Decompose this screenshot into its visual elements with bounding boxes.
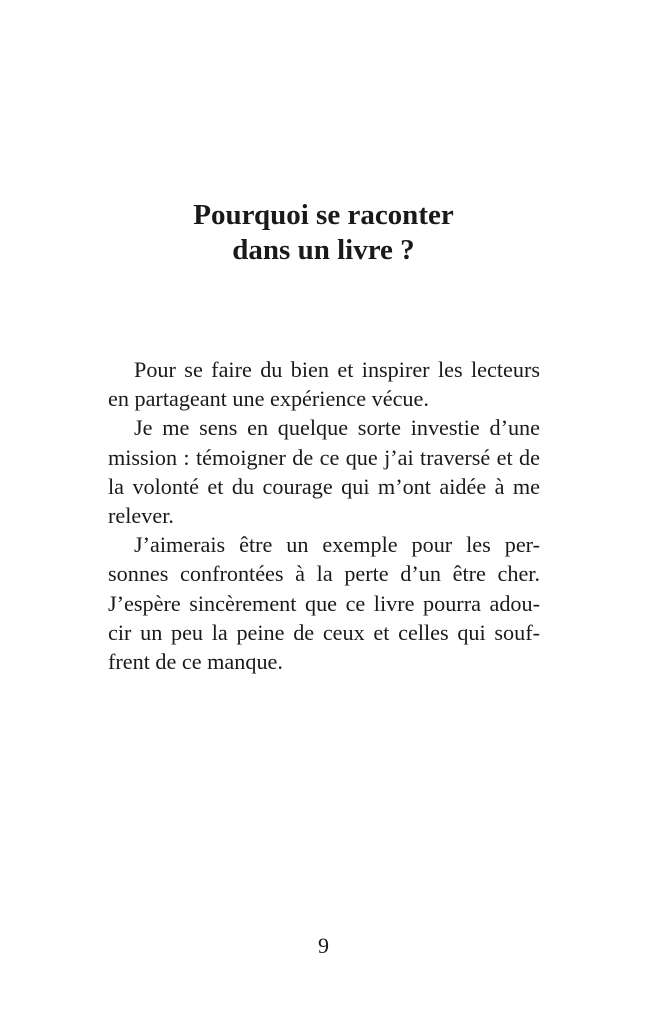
text-line: J’espère sincèrement que ce livre pourra adou- bbox=[108, 590, 540, 616]
text-line: Je me sens en quelque sorte investie d’une bbox=[134, 415, 540, 441]
text-line: mission : témoigner de ce que j’ai traversé et de bbox=[108, 444, 540, 470]
text-line: frent de ce manque. bbox=[108, 649, 283, 675]
text-line: Pour se faire du bien et inspirer les lecteurs bbox=[134, 357, 540, 382]
text-line: en partageant une expérience vécue. bbox=[108, 386, 429, 412]
text-line: sonnes confrontées à la perte d’un être cher. bbox=[108, 561, 540, 587]
text-line: relever. bbox=[108, 503, 174, 529]
paragraph-3 bbox=[108, 530, 540, 676]
paragraph-1 bbox=[108, 355, 540, 413]
chapter-title bbox=[0, 198, 647, 268]
chapter-title-line-1: Pourquoi se raconter bbox=[193, 199, 454, 231]
body-text bbox=[108, 355, 540, 676]
paragraph-2 bbox=[108, 413, 540, 530]
chapter-title-line-2: dans un livre ? bbox=[232, 234, 415, 266]
text-line: J’aimerais être un exemple pour les per- bbox=[134, 532, 540, 558]
text-line: cir un peu la peine de ceux et celles qui souf- bbox=[108, 619, 540, 645]
page-number: 9 bbox=[318, 933, 329, 958]
text-line: la volonté et du courage qui m’ont aidée à me bbox=[108, 473, 540, 499]
